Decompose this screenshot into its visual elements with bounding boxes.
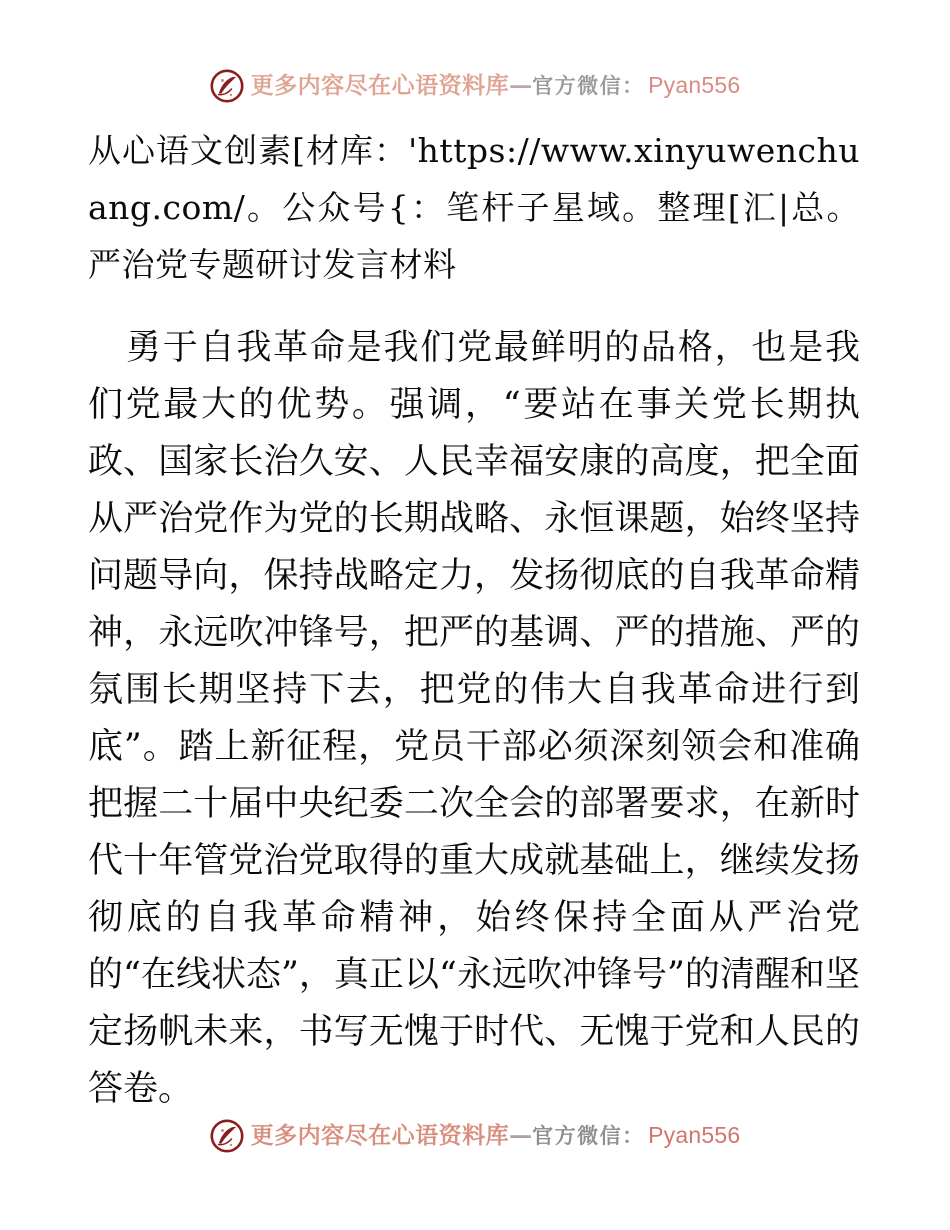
watermark-colon: ：: [622, 1122, 644, 1148]
watermark-official-label: 官方微信: [532, 1122, 623, 1148]
watermark-brand-text: 更多内容尽在心语资料库: [250, 1121, 510, 1149]
watermark-official-label: 官方微信: [532, 72, 623, 98]
watermark-wechat-handle: Pyan556: [648, 71, 741, 98]
watermark-wechat-handle: Pyan556: [648, 1121, 741, 1148]
seal-brush-logo-icon: [210, 1119, 244, 1153]
watermark-brand-text: 更多内容尽在心语资料库: [250, 71, 510, 99]
source-attribution-paragraph: 从心语文创素[材库：'https://www.xinyuwenchuang.com/。公众号{：笔杆子星域。整理[汇|总。严治党专题研讨发言材料: [88, 131, 860, 284]
watermark-colon: ：: [622, 72, 644, 98]
watermark-header: [0, 68, 950, 102]
watermark-separator: —: [509, 71, 533, 99]
watermark-footer: [0, 1118, 950, 1152]
watermark-separator: —: [509, 1121, 533, 1149]
document-text-column: [88, 122, 860, 1118]
seal-brush-logo-icon: [210, 69, 244, 103]
body-paragraph: 勇于自我革命是我们党最鲜明的品格，也是我们党最大的优势。强调，“要站在事关党长期执政、国家长治久安、人民幸福安康的高度，把全面从严治党作为党的长期战略、永恒课题，始终坚持问题导向，保持战略定力，发扬彻底的自我革命精神，永远吹冲锋号，把严的基调、严的措施、严的氛围长期坚持下去，把党的伟大自我革命进行到底”。踏上新征程，党员干部必须深刻领会和准确把握二十届中央纪委二次全会的部署要求，在新时代十年管党治党取得的重大成就基础上，继续发扬彻底的自我革命精神，始终保持全面从严治党的“在线状态”，真正以“永远吹冲锋号”的清醒和坚定扬帆未来，书写无愧于时代、无愧于党和人民的答卷。: [88, 328, 860, 1109]
